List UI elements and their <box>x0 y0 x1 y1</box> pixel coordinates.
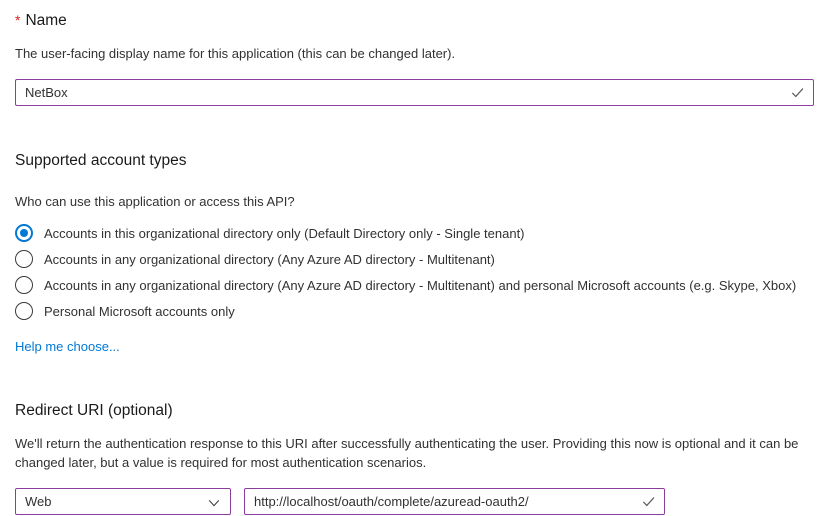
radio-label: Accounts in any organizational directory (Any Azure AD directory - Multitenant) and personal Microsoft accounts (e.g. Skype, Xbox) <box>44 277 797 293</box>
redirect-uri-input-wrap <box>244 488 665 515</box>
radio-button[interactable] <box>15 302 33 320</box>
radio-button[interactable] <box>15 276 33 294</box>
account-types-question: Who can use this application or access this API? <box>15 194 295 209</box>
name-description: The user-facing display name for this application (this can be changed later). <box>15 46 456 61</box>
radio-button[interactable] <box>15 224 33 242</box>
radio-label: Personal Microsoft accounts only <box>44 303 235 319</box>
chevron-down-icon <box>207 496 221 510</box>
radio-button[interactable] <box>15 250 33 268</box>
radio-label: Accounts in this organizational directory only (Default Directory only - Single tenant) <box>44 225 525 241</box>
name-input[interactable] <box>15 79 814 106</box>
help-me-choose-link[interactable]: Help me choose... <box>15 339 120 354</box>
redirect-uri-section <box>15 401 814 515</box>
name-section <box>15 10 814 106</box>
radio-option-multitenant-personal[interactable] <box>15 272 814 298</box>
redirect-uri-title: Redirect URI (optional) <box>15 402 173 419</box>
redirect-uri-input[interactable] <box>244 488 665 515</box>
account-types-title: Supported account types <box>15 152 187 169</box>
name-section-title <box>15 10 814 31</box>
radio-option-personal-only[interactable] <box>15 298 814 324</box>
account-types-section <box>15 151 814 356</box>
radio-option-multitenant[interactable] <box>15 246 814 272</box>
radio-option-single-tenant[interactable] <box>15 220 814 246</box>
name-input-wrap <box>15 79 814 106</box>
account-types-radio-group <box>15 220 814 324</box>
required-marker: * <box>15 12 21 28</box>
radio-label: Accounts in any organizational directory (Any Azure AD directory - Multitenant) <box>44 251 495 267</box>
name-label: Name <box>25 12 67 29</box>
platform-select-value: Web <box>25 494 52 509</box>
redirect-uri-controls <box>15 488 814 515</box>
redirect-uri-description: We'll return the authentication response to this URI after successfully authenticating the user. Providing this now is optional and it can be changed later, but a value is required for most authentication scenarios. <box>15 436 799 470</box>
platform-select[interactable] <box>15 488 231 515</box>
